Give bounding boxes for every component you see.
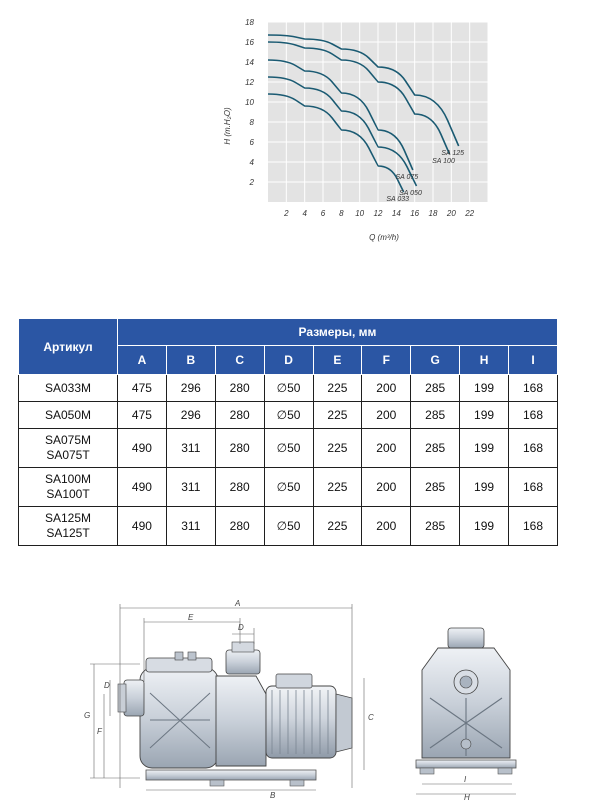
dimension-cell-b: 311 [166, 468, 215, 507]
table-body [19, 375, 558, 546]
dimension-cell-h: 199 [460, 429, 509, 468]
article-code: SA125M [44, 511, 92, 525]
dimension-cell-i: 168 [509, 429, 558, 468]
y-tick-label: 8 [249, 118, 254, 127]
header-article: Артикул [19, 319, 118, 375]
pump-front-view [416, 628, 516, 774]
dimension-cell-a: 475 [118, 375, 167, 402]
dimension-cell-h: 199 [460, 507, 509, 546]
dimension-cell-i: 168 [509, 468, 558, 507]
dim-label-d-left: D [104, 681, 110, 690]
series-label: SA 033 [386, 196, 410, 203]
y-tick-label: 14 [245, 58, 254, 67]
header-dimensions: Размеры, мм [118, 319, 558, 346]
y-tick-labels [245, 18, 254, 187]
y-tick-label: 16 [245, 38, 254, 47]
x-tick-label: 14 [391, 209, 401, 218]
dimensions-table [18, 318, 558, 546]
dimension-cell-d: ∅50 [264, 507, 313, 546]
table-row [19, 468, 558, 507]
article-code: SA075T [46, 448, 90, 462]
dimension-cell-c: 280 [215, 429, 264, 468]
x-tick-label: 6 [320, 209, 326, 218]
dimension-cell-b: 296 [166, 375, 215, 402]
dimension-cell-b: 296 [166, 402, 215, 429]
dimension-cell-c: 280 [215, 507, 264, 546]
dimension-cell-f: 200 [362, 402, 411, 429]
dim-label-g: G [84, 711, 91, 720]
header-col-c: C [215, 346, 264, 375]
article-cell [19, 507, 118, 546]
y-axis-label: H (m.H₂O) [223, 107, 232, 145]
dimension-cell-a: 475 [118, 402, 167, 429]
pump-side-view [118, 642, 352, 786]
dimension-cell-a: 490 [118, 507, 167, 546]
dimension-cell-f: 200 [362, 429, 411, 468]
dimension-cell-h: 199 [460, 375, 509, 402]
dimension-cell-d: ∅50 [264, 402, 313, 429]
table-row [19, 429, 558, 468]
article-code: SA100M [44, 472, 92, 486]
dimension-cell-i: 168 [509, 375, 558, 402]
x-tick-label: 4 [302, 209, 307, 218]
series-label: SA 125 [441, 150, 465, 157]
dimension-cell-c: 280 [215, 468, 264, 507]
y-tick-label: 18 [245, 18, 254, 27]
dimension-cell-f: 200 [362, 375, 411, 402]
dimension-cell-g: 285 [411, 507, 460, 546]
x-tick-label: 18 [428, 209, 438, 218]
dimension-cell-i: 168 [509, 507, 558, 546]
dim-label-d-top: D [238, 623, 244, 632]
x-axis-label: Q (m³/h) [369, 233, 399, 242]
x-tick-label: 22 [465, 209, 475, 218]
dimension-cell-h: 199 [460, 468, 509, 507]
x-tick-label: 8 [339, 209, 344, 218]
dimension-cell-g: 285 [411, 429, 460, 468]
dim-label-a: A [235, 599, 241, 608]
series-label: SA 100 [432, 158, 455, 165]
dimension-cell-e: 225 [313, 468, 362, 507]
article-cell [19, 429, 118, 468]
dim-label-h: H [464, 793, 470, 800]
table-row [19, 507, 558, 546]
article-code: SA075M [44, 433, 92, 447]
x-tick-label: 10 [355, 209, 365, 218]
y-tick-label: 6 [249, 138, 254, 147]
y-tick-label: 4 [249, 158, 254, 167]
y-tick-label: 12 [245, 78, 254, 87]
header-col-e: E [313, 346, 362, 375]
dim-label-f: F [97, 727, 102, 736]
header-col-f: F [362, 346, 411, 375]
header-col-i: I [509, 346, 558, 375]
series-label: SA 075 [395, 174, 419, 181]
dimension-cell-g: 285 [411, 375, 460, 402]
x-tick-labels [283, 209, 475, 218]
x-tick-label: 12 [373, 209, 383, 218]
header-col-b: B [166, 346, 215, 375]
dimension-cell-g: 285 [411, 468, 460, 507]
dimension-cell-d: ∅50 [264, 468, 313, 507]
dimension-cell-d: ∅50 [264, 429, 313, 468]
article-cell [19, 468, 118, 507]
dimension-cell-e: 225 [313, 375, 362, 402]
dimension-cell-i: 168 [509, 402, 558, 429]
article-code: SA125T [46, 526, 90, 540]
dimension-cell-c: 280 [215, 402, 264, 429]
dimension-cell-e: 225 [313, 429, 362, 468]
dimension-cell-f: 200 [362, 468, 411, 507]
pump-technical-drawing [80, 598, 540, 800]
x-tick-label: 2 [284, 209, 289, 218]
x-tick-label: 20 [446, 209, 456, 218]
y-tick-label: 10 [245, 98, 254, 107]
series-label: SA 050 [399, 190, 422, 197]
dimension-cell-e: 225 [313, 402, 362, 429]
dimension-cell-f: 200 [362, 507, 411, 546]
header-col-d: D [264, 346, 313, 375]
table-row [19, 402, 558, 429]
dimension-cell-b: 311 [166, 429, 215, 468]
article-code: SA100T [46, 487, 90, 501]
dimension-cell-b: 311 [166, 507, 215, 546]
dimension-cell-c: 280 [215, 375, 264, 402]
article-cell [19, 375, 118, 402]
y-tick-label: 2 [249, 178, 254, 187]
performance-chart [218, 8, 508, 248]
header-col-g: G [411, 346, 460, 375]
dimension-cell-d: ∅50 [264, 375, 313, 402]
dimension-cell-h: 199 [460, 402, 509, 429]
dim-label-i: I [464, 775, 467, 784]
dimension-cell-a: 490 [118, 468, 167, 507]
article-cell [19, 402, 118, 429]
dim-label-c: C [368, 713, 374, 722]
article-code: SA050M [44, 407, 92, 422]
table-row [19, 375, 558, 402]
dimension-cell-a: 490 [118, 429, 167, 468]
dimension-cell-e: 225 [313, 507, 362, 546]
header-col-a: A [118, 346, 167, 375]
header-col-h: H [460, 346, 509, 375]
article-code: SA033M [44, 380, 92, 395]
dimension-cell-g: 285 [411, 402, 460, 429]
dim-label-b: B [270, 791, 276, 800]
x-tick-label: 16 [410, 209, 420, 218]
dim-label-e: E [188, 613, 194, 622]
